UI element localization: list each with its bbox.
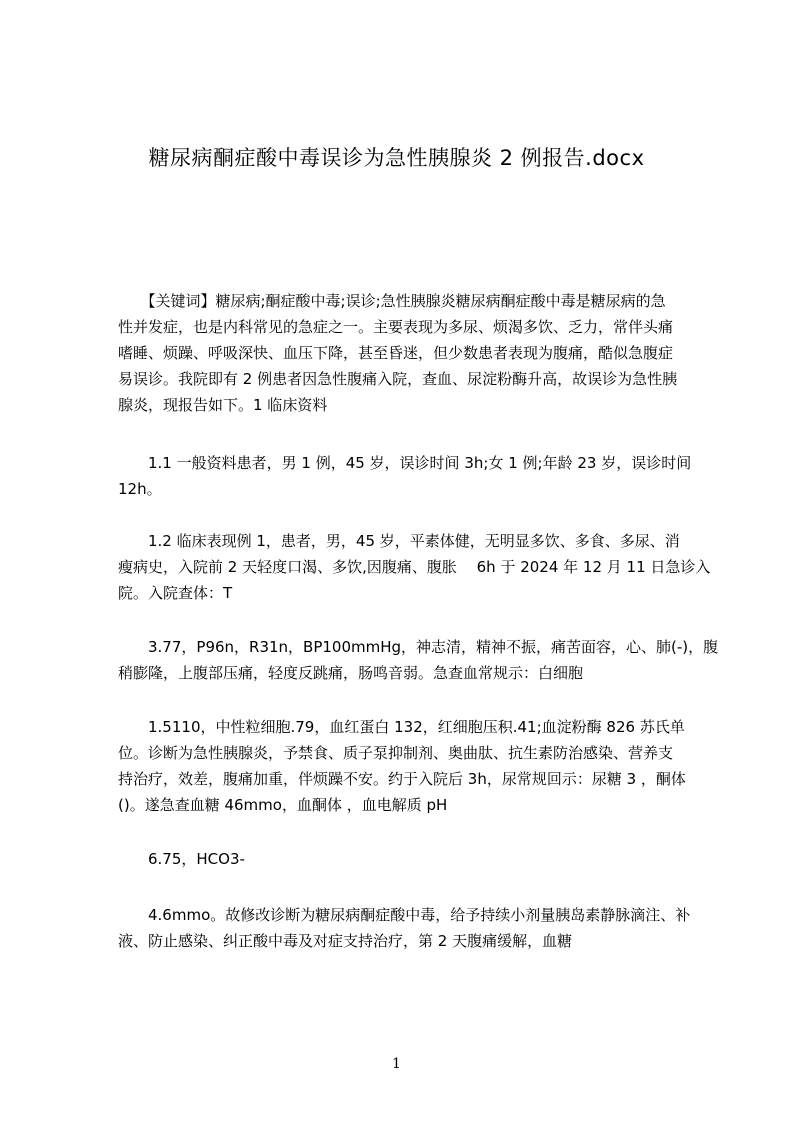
text-line: 持治疗，效差，腹痛加重，伴烦躁不安。约于入院后 3h，尿常规回示：尿糖 3 ，酮体 xyxy=(118,770,686,788)
document-title: 糖尿病酮症酸中毒误诊为急性胰腺炎 2 例报告.docx xyxy=(148,146,645,170)
text-line: 1.1 一般资料患者，男 1 例，45 岁，误诊时间 3h;女 1 例;年龄 23 岁，误诊时间 xyxy=(118,454,692,472)
text-line: 嗜睡、烦躁、呼吸深快、血压下降，甚至昏迷，但少数患者表现为腹痛，酷似急腹症 xyxy=(118,344,674,362)
text-line: 易误诊。我院即有 2 例患者因急性腹痛入院，查血、尿淀粉酶升高，故误诊为急性胰 xyxy=(118,370,678,388)
text-line: 3.77，P96n，R31n，BP100mmHg，神志清，精神不振，痛苦面容，心、肺(-)，腹 xyxy=(118,638,718,656)
text-line: 12h。 xyxy=(118,480,162,498)
paragraph-general-info xyxy=(118,450,718,502)
text-line: 【关键词】糖尿病;酮症酸中毒;误诊;急性胰腺炎糖尿病酮症酸中毒是糖尿病的急 xyxy=(118,292,666,310)
text-line: 位。诊断为急性胰腺炎，予禁食、质子泵抑制剂、奥曲肽、抗生素防治感染、营养支 xyxy=(118,744,674,762)
paragraph-keywords-intro xyxy=(118,288,718,418)
text-line: 4.6mmo。故修改诊断为糖尿病酮症酸中毒，给予持续小剂量胰岛素静脉滴注、补 xyxy=(118,906,691,924)
text-line: 稍膨隆，上腹部压痛，轻度反跳痛，肠鸣音弱。急查血常规示：白细胞 xyxy=(118,664,584,682)
paragraph-lab-results xyxy=(118,714,718,818)
paragraph-revised-diagnosis xyxy=(118,902,718,954)
text-line: 1.2 临床表现例 1，患者，男，45 岁，平素体健，无明显多饮、多食、多尿、消 xyxy=(118,532,680,550)
text-line: 性并发症，也是内科常见的急症之一。主要表现为多尿、烦渴多饮、乏力，常伴头痛 xyxy=(118,318,674,336)
text-line: 1.5110，中性粒细胞.79，血红蛋白 132，红细胞压积.41;血淀粉酶 826 苏氏单 xyxy=(118,718,685,736)
text-line: 瘦病史，入院前 2 天轻度口渴、多饮,因腹痛、腹胀 6h 于 2024 年 12 月 11 日急诊入 xyxy=(118,558,711,576)
paragraph-physical-exam xyxy=(118,634,718,686)
paragraph-clinical-presentation xyxy=(118,528,718,606)
text-line: ()。遂急查血糖 46mmo，血酮体 ，血电解质 pH xyxy=(118,796,448,814)
text-line: 液、防止感染、纠正酸中毒及对症支持治疗，第 2 天腹痛缓解，血糖 xyxy=(118,932,573,950)
text-line: 院。入院查体：T xyxy=(118,584,233,602)
text-line: 腺炎，现报告如下。1 临床资料 xyxy=(118,396,328,414)
paragraph-ph-value xyxy=(118,846,718,872)
page-number: 1 xyxy=(392,1056,401,1072)
text-line: 6.75，HCO3- xyxy=(118,850,245,868)
